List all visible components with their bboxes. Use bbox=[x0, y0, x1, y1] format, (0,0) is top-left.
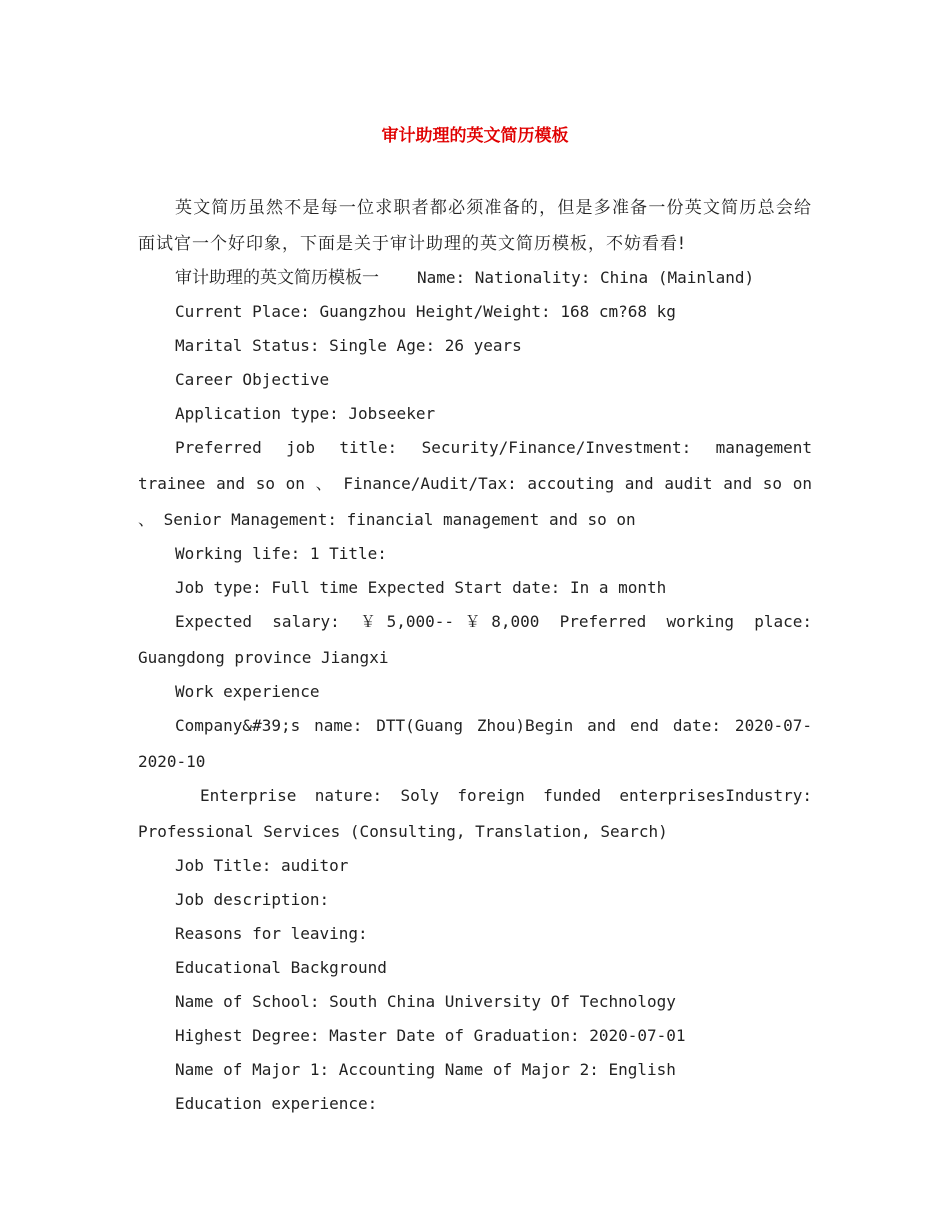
job-title-line: Job Title: auditor bbox=[175, 856, 349, 875]
expected-salary-line: Expected salary: ￥5,000--￥8,000 Preferred working place: Guangdong province Jiangxi bbox=[138, 612, 812, 667]
reasons-for-leaving-line: Reasons for leaving: bbox=[175, 924, 368, 943]
education-experience-line: Education experience: bbox=[175, 1094, 378, 1113]
majors-line: Name of Major 1: Accounting Name of Major 2: English bbox=[175, 1060, 676, 1079]
highest-degree-line: Highest Degree: Master Date of Graduation: 2020-07-01 bbox=[175, 1026, 686, 1045]
application-type-line: Application type: Jobseeker bbox=[175, 404, 436, 423]
job-description-line: Job description: bbox=[175, 890, 330, 909]
section-heading: 审计助理的英文简历模板一 bbox=[175, 268, 379, 288]
document-title: 审计助理的英文简历模板 bbox=[381, 126, 569, 146]
career-objective-heading: Career Objective bbox=[175, 370, 330, 389]
working-life-line: Working life: 1 Title: bbox=[175, 544, 387, 563]
section-heading-line bbox=[138, 260, 812, 296]
work-experience-heading: Work experience bbox=[175, 682, 320, 701]
educational-background-heading: Educational Background bbox=[175, 958, 387, 977]
marital-status-line: Marital Status: Single Age: 26 years bbox=[175, 336, 522, 355]
job-type-line: Job type: Full time Expected Start date: In a month bbox=[175, 578, 667, 597]
document-body bbox=[138, 190, 812, 1120]
name-nationality: Name: Nationality: China (Mainland) bbox=[417, 268, 755, 287]
current-place-line: Current Place: Guangzhou Height/Weight: 168 cm?68 kg bbox=[175, 302, 676, 321]
company-name-line: Company&#39;s name: DTT(Guang Zhou)Begin and end date: 2020-07-2020-10 bbox=[138, 716, 812, 771]
preferred-job-title-line: Preferred job title: Security/Finance/Investment: management trainee and so on 、 Finance/Audit/Tax: accouting and audit and so on 、 Senior Management: financial management and so on bbox=[138, 438, 812, 529]
enterprise-nature-line: Enterprise nature: Soly foreign funded enterprisesIndustry: Professional Services (Consulting, Translation, Search) bbox=[138, 786, 812, 841]
name-of-school-line: Name of School: South China University Of Technology bbox=[175, 992, 676, 1011]
intro-paragraph: 英文简历虽然不是每一位求职者都必须准备的，但是多准备一份英文简历总会给面试官一个好印象，下面是关于审计助理的英文简历模板，不妨看看! bbox=[138, 198, 812, 254]
